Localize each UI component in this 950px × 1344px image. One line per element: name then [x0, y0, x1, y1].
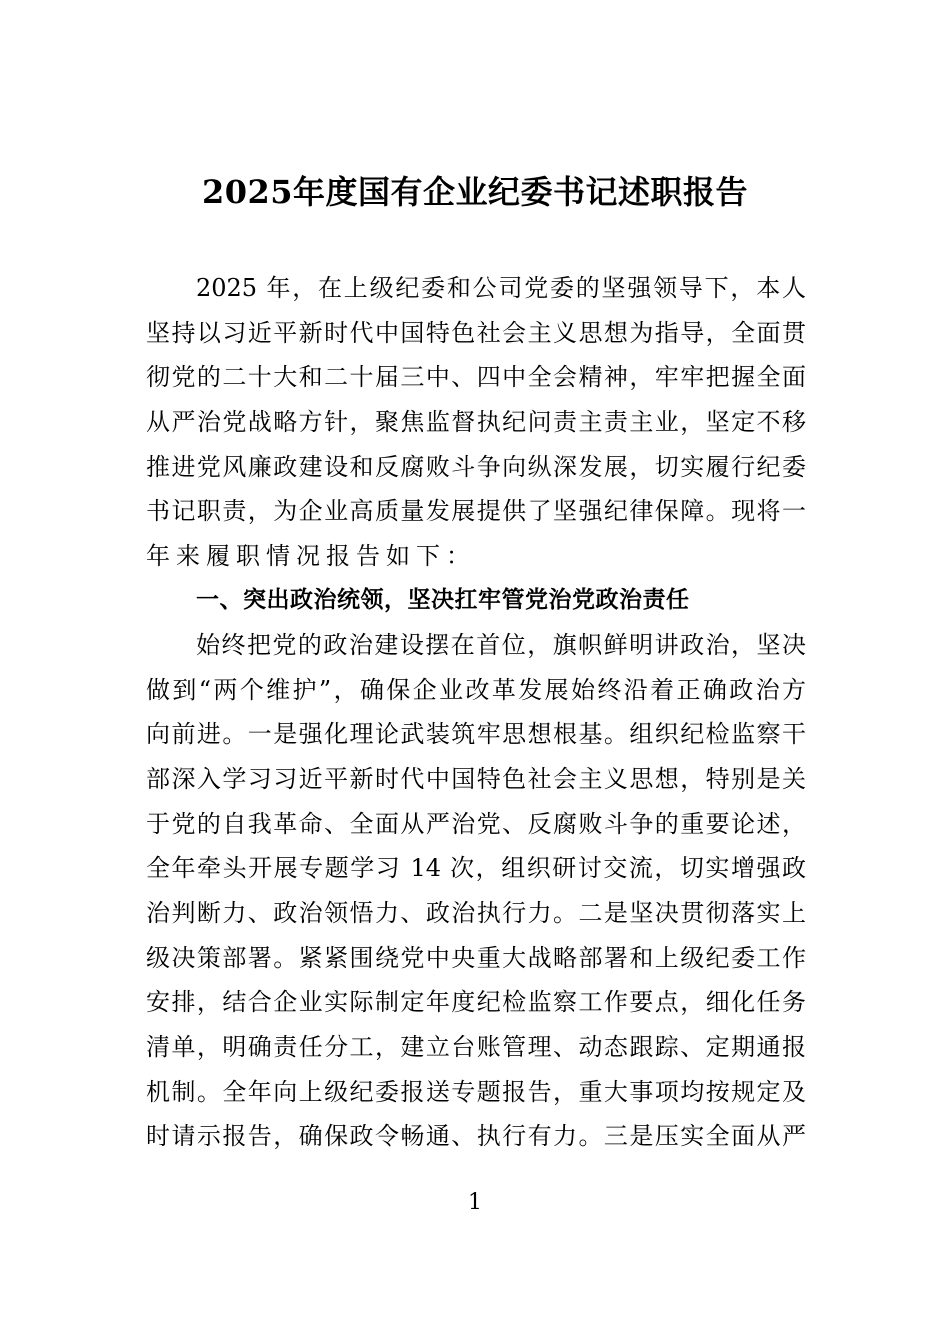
document-body [146, 266, 806, 1159]
paragraph-line: 时请示报告，确保政令畅通、执行有力。三是压实全面从严 [146, 1122, 806, 1151]
paragraph-line: 清单，明确责任分工，建立台账管理、动态跟踪、定期通报 [146, 1032, 806, 1061]
paragraph-line: 于党的自我革命、全面从严治党、反腐败斗争的重要论述， [146, 809, 806, 838]
paragraph-line: 彻党的二十大和二十届三中、四中全会精神，牢牢把握全面 [146, 363, 806, 392]
paragraph-line: 机制。全年向上级纪委报送专题报告，重大事项均按规定及 [146, 1077, 806, 1106]
paragraph-line: 全年牵头开展专题学习 14 次，组织研讨交流，切实增强政 [146, 854, 806, 883]
paragraph-line: 安排，结合企业实际制定年度纪检监察工作要点，细化任务 [146, 988, 806, 1017]
paragraph-line: 坚持以习近平新时代中国特色社会主义思想为指导，全面贯 [146, 318, 806, 347]
page-number: 1 [468, 1190, 482, 1215]
paragraph-line: 从严治党战略方针，聚焦监督执纪问责主责主业，坚定不移 [146, 407, 806, 436]
paragraph-line: 推进党风廉政建设和反腐败斗争向纵深发展，切实履行纪委 [146, 452, 806, 481]
paragraph-line: 年来履职情况报告如下： [146, 541, 476, 570]
paragraph-line: 治判断力、政治领悟力、政治执行力。二是坚决贯彻落实上 [146, 898, 806, 927]
paragraph-line: 向前进。一是强化理论武装筑牢思想根基。组织纪检监察干 [146, 720, 806, 749]
paragraph-line: 部深入学习习近平新时代中国特色社会主义思想，特别是关 [146, 765, 806, 794]
paragraph-line: 始终把党的政治建设摆在首位，旗帜鲜明讲政治，坚决 [196, 631, 806, 660]
section-heading: 一、突出政治统领，坚决扛牢管党治党政治责任 [196, 587, 690, 614]
paragraph-line: 级决策部署。紧紧围绕党中央重大战略部署和上级纪委工作 [146, 943, 806, 972]
document-title: 2025年度国有企业纪委书记述职报告 [201, 173, 749, 211]
paragraph-line: 书记职责，为企业高质量发展提供了坚强纪律保障。现将一 [146, 497, 806, 526]
paragraph-line: 2025 年，在上级纪委和公司党委的坚强领导下，本人 [196, 274, 806, 302]
paragraph-line: 做到“两个维护”，确保企业改革发展始终沿着正确政治方 [146, 675, 806, 704]
